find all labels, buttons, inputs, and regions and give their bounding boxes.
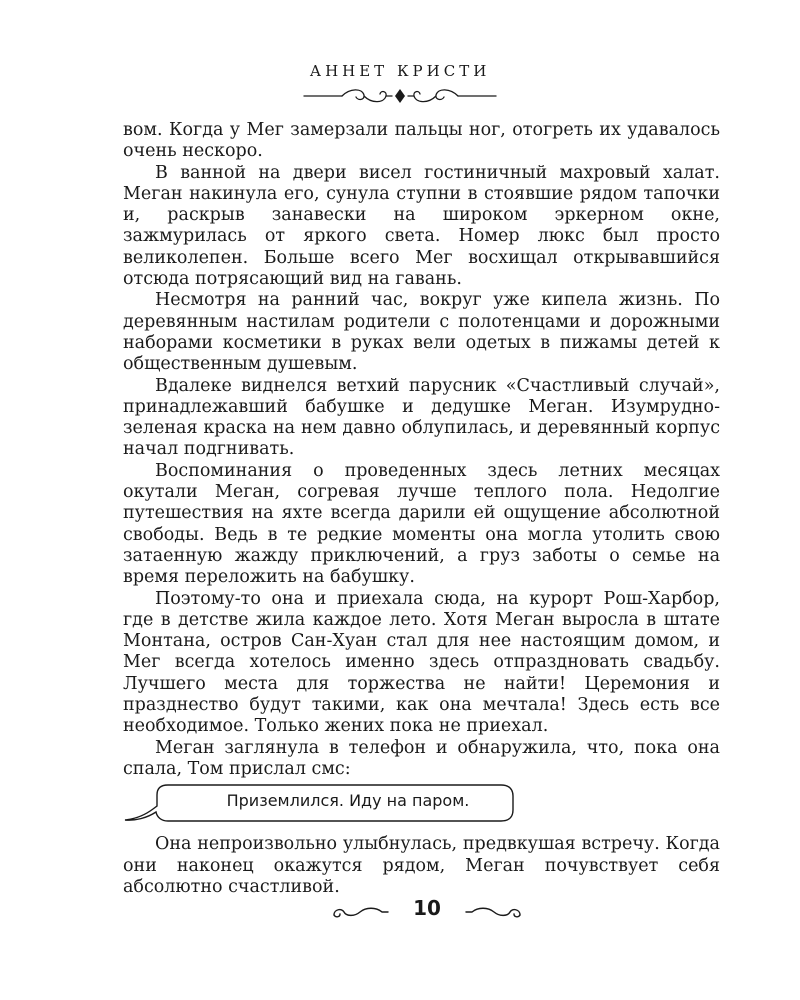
paragraph: Поэтому-то она и приехала сюда, на курорт Рош-Харбор, где в детстве жила каждое лето. Хотя Меган выросла в штате Монтана, остров Сан-Хуан стал для нее настоящим домом, и Мег всегда хотелось именно здесь отпраздновать свадьбу. Лучшего места для торжества не найти! Церемония и празднество будут такими, как она мечтала! Здесь есть все необходимое. Только жених пока не приехал. <box>123 588 720 737</box>
page-number: 10 <box>413 896 441 920</box>
paragraph: Она непроизвольно улыбнулась, предвкушая встречу. Когда они наконец окажутся рядом, Меган почувствует себя абсолютно счастливой. <box>123 834 720 897</box>
paragraph: Воспоминания о проведенных здесь летних месяцах окутали Меган, согревая лучше теплого пола. Недолгие путешествия на яхте всегда дарили ей ощущение абсолютной свободы. Ведь в те редкие моменты она могла утолить свою затаенную жажду приключений, а груз заботы о семье на время переложить на бабушку. <box>123 460 720 588</box>
footer-ornament-left-icon <box>330 903 392 921</box>
paragraph: вом. Когда у Мег замерзали пальцы ног, отогреть их удавалось очень нескоро. <box>123 120 720 162</box>
footer-ornament-right-icon <box>462 903 524 921</box>
running-head-author: АННЕТ КРИСТИ <box>309 62 491 80</box>
main-text <box>123 120 720 898</box>
paragraph: Несмотря на ранний час, вокруг уже кипела жизнь. По деревянным настилам родители с полотенцами и дорожными наборами косметики в руках вели одетых в пижамы детей к общественным душевым. <box>123 290 720 375</box>
sms-message: Приземлился. Иду на паром. <box>226 791 470 811</box>
page-footer <box>0 896 800 926</box>
paragraph: Меган заглянула в телефон и обнаружила, что, пока она спала, Том прислал смс: <box>123 737 720 779</box>
header-ornament-icon <box>302 86 498 106</box>
sms-bubble <box>123 782 720 828</box>
paragraph: Вдалеке виднелся ветхий парусник «Счастливый случай», принадлежавший бабушке и дедушке Меган. Изумрудно-зеленая краска на нем давно облупилась, и деревянный корпус начал подгнивать. <box>123 375 720 460</box>
paragraph: В ванной на двери висел гостиничный махровый халат. Меган накинула его, сунула ступни в стоявшие рядом тапочки и, раскрыв занавески на широком эркерном окне, зажмурилась от яркого света. Номер люкс был просто великолепен. Больше всего Мег восхищал открывавшийся отсюда потрясающий вид на гавань. <box>123 162 720 290</box>
